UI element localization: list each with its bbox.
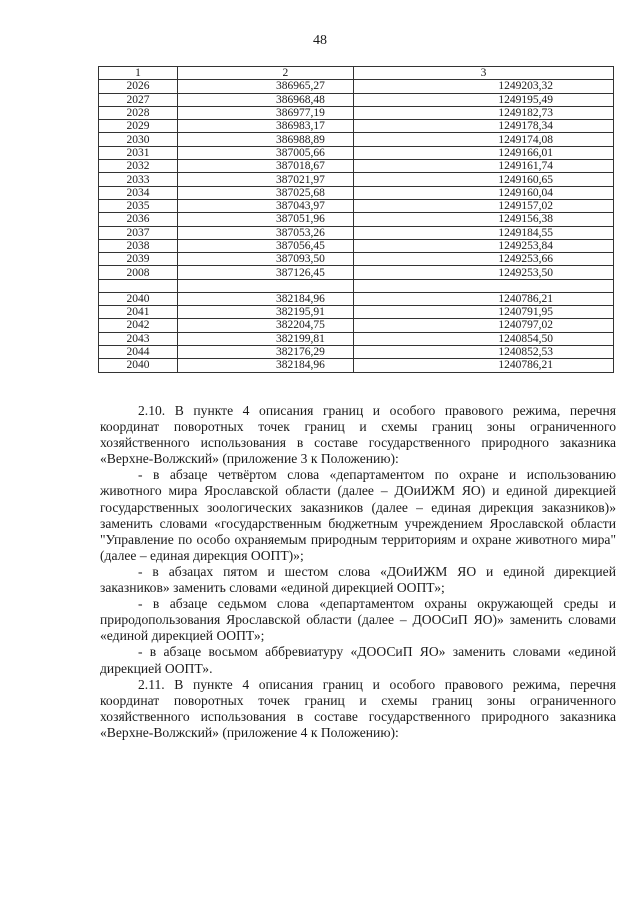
table-cell: 1249160,04	[353, 186, 613, 199]
table-row	[99, 213, 614, 226]
table-cell: 387093,50	[177, 253, 353, 266]
table-cell	[177, 279, 353, 292]
table-cell: 382199,81	[177, 332, 353, 345]
table-cell: 386977,19	[177, 106, 353, 119]
table-cell: 2008	[99, 266, 178, 279]
table-cell: 2029	[99, 120, 178, 133]
table-cell: 2037	[99, 226, 178, 239]
table-cell	[99, 279, 178, 292]
table-cell: 2028	[99, 106, 178, 119]
table-cell: 1249161,74	[353, 160, 613, 173]
paragraph: 2.10. В пункте 4 описания границ и особого правового режима, перечня координат поворотных точек границ и схемы границ зоны ограниченного хозяйственного использования в составе государственного природного заказника «Верхне-Волжский» (приложение 3 к Положению):	[100, 403, 616, 467]
table-cell: 2026	[99, 80, 178, 93]
table-row	[99, 160, 614, 173]
table-row	[99, 345, 614, 358]
table-spacer-row	[99, 279, 614, 292]
table-cell: 1249166,01	[353, 146, 613, 159]
table-cell: 387043,97	[177, 199, 353, 212]
table-cell: 1249195,49	[353, 93, 613, 106]
column-header: 2	[177, 67, 353, 80]
table-cell: 1240854,50	[353, 332, 613, 345]
column-header: 3	[353, 67, 613, 80]
table-row	[99, 80, 614, 93]
table-cell: 382184,96	[177, 292, 353, 305]
table-cell: 2044	[99, 345, 178, 358]
table-cell: 387126,45	[177, 266, 353, 279]
table-cell: 1249156,38	[353, 213, 613, 226]
paragraph: 2.11. В пункте 4 описания границ и особого правового режима, перечня координат поворотных точек границ и схемы границ зоны ограниченного хозяйственного использования в составе государственного природного заказника «Верхне-Волжский» (приложение 4 к Положению):	[100, 676, 616, 740]
table-row	[99, 173, 614, 186]
table-cell: 386983,17	[177, 120, 353, 133]
table-cell: 2032	[99, 160, 178, 173]
paragraph: - в абзаце седьмом слова «департаментом охраны окружающей среды и природопользования Ярославской области (далее – ДООСиП ЯО)» заменить словами «единой дирекцией ООПТ»;	[100, 596, 616, 644]
table-cell: 2036	[99, 213, 178, 226]
table-cell: 1240852,53	[353, 345, 613, 358]
table-row	[99, 146, 614, 159]
table-cell: 1249253,50	[353, 266, 613, 279]
table-cell: 2040	[99, 359, 178, 372]
table-row	[99, 266, 614, 279]
table-cell: 382184,96	[177, 359, 353, 372]
table-cell: 1240786,21	[353, 292, 613, 305]
table-cell: 2027	[99, 93, 178, 106]
table-cell: 2030	[99, 133, 178, 146]
table-cell: 1249253,84	[353, 239, 613, 252]
table-cell: 2031	[99, 146, 178, 159]
table-cell: 2040	[99, 292, 178, 305]
table-cell: 387051,96	[177, 213, 353, 226]
table-cell	[353, 279, 613, 292]
table-cell: 382195,91	[177, 306, 353, 319]
table-row	[99, 292, 614, 305]
table-cell: 1249184,55	[353, 226, 613, 239]
column-header: 1	[99, 67, 178, 80]
paragraph: - в абзаце восьмом аббревиатуру «ДООСиП ЯО» заменить словами «единой дирекцией ООПТ».	[100, 644, 616, 676]
table-cell: 382176,29	[177, 345, 353, 358]
table-cell: 387018,67	[177, 160, 353, 173]
table-row	[99, 226, 614, 239]
table-row	[99, 93, 614, 106]
table-row	[99, 186, 614, 199]
table-cell: 387021,97	[177, 173, 353, 186]
table-row	[99, 106, 614, 119]
table-cell: 386988,89	[177, 133, 353, 146]
table-cell: 2041	[99, 306, 178, 319]
table-cell: 387056,45	[177, 239, 353, 252]
table-cell: 1249174,08	[353, 133, 613, 146]
table-cell: 1240797,02	[353, 319, 613, 332]
table-cell: 387025,68	[177, 186, 353, 199]
document-body	[100, 403, 616, 741]
table-row	[99, 306, 614, 319]
paragraph: - в абзацах пятом и шестом слова «ДОиИЖМ ЯО и единой дирекцией заказников» заменить словами «единой дирекцией ООПТ»;	[100, 563, 616, 596]
table-cell: 1240786,21	[353, 359, 613, 372]
table-header-row	[99, 67, 614, 80]
table-cell: 2035	[99, 199, 178, 212]
page-number: 48	[313, 33, 327, 48]
table-cell: 1249178,34	[353, 120, 613, 133]
paragraph: - в абзаце четвёртом слова «департаментом по охране и использованию животного мира Ярославской области (далее – ДОиИЖМ ЯО) и единой дирекцией государственных зоологических заказников (далее – единая дирекция заказников)» заменить словами «государственным бюджетным учреждением Ярославской области "Управление по особо охраняемым природным территориям и охране животного мира" (далее – единая дирекция ООПТ)»;	[100, 467, 616, 563]
table-row	[99, 359, 614, 372]
table-cell: 2034	[99, 186, 178, 199]
table-cell: 1249160,65	[353, 173, 613, 186]
table-row	[99, 332, 614, 345]
table-row	[99, 120, 614, 133]
table-row	[99, 239, 614, 252]
table-cell: 382204,75	[177, 319, 353, 332]
table-row	[99, 133, 614, 146]
table-row	[99, 253, 614, 266]
table-row	[99, 199, 614, 212]
table-cell: 386965,27	[177, 80, 353, 93]
table-cell: 1249203,32	[353, 80, 613, 93]
table-cell: 386968,48	[177, 93, 353, 106]
table-cell: 2033	[99, 173, 178, 186]
table-cell: 1240791,95	[353, 306, 613, 319]
table-cell: 387053,26	[177, 226, 353, 239]
table-cell: 387005,66	[177, 146, 353, 159]
table-row	[99, 319, 614, 332]
table-cell: 1249253,66	[353, 253, 613, 266]
table-cell: 1249157,02	[353, 199, 613, 212]
coordinates-table	[98, 66, 614, 373]
table-cell: 2039	[99, 253, 178, 266]
table-cell: 2038	[99, 239, 178, 252]
table-cell: 2043	[99, 332, 178, 345]
table-cell: 1249182,73	[353, 106, 613, 119]
table-cell: 2042	[99, 319, 178, 332]
